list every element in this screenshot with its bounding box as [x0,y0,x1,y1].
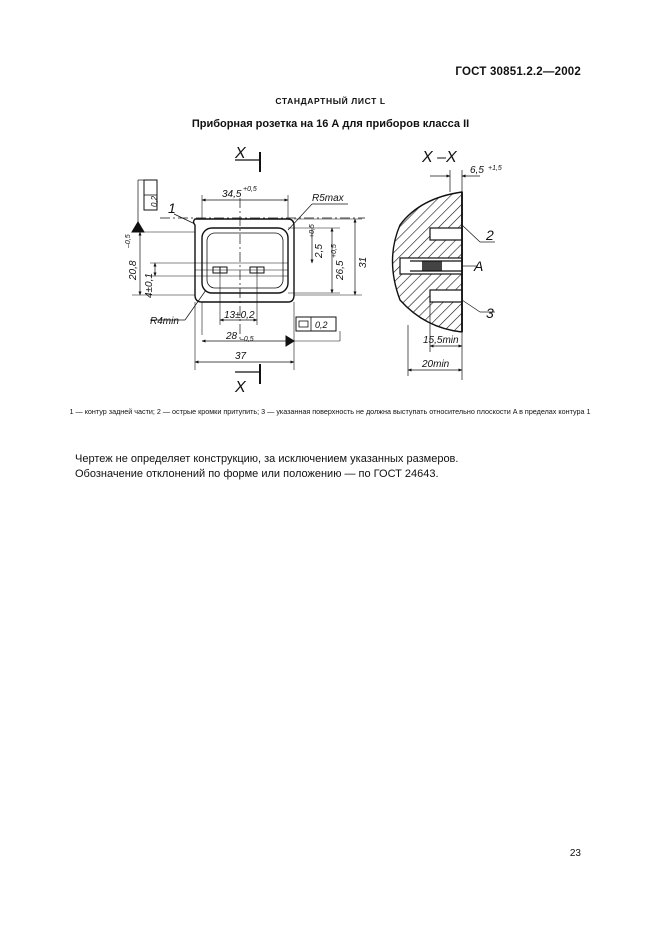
dim-26-5: 26,5 [335,260,346,280]
dim-31: 31 [358,256,369,268]
dim-r4min: R4min [150,316,179,327]
dim-20-8-tol: –0,5 [125,234,132,248]
dim-6-5: 6,5 [470,165,484,176]
section-mark-bottom: X [235,379,246,395]
dim-34-5: 34,5 [222,189,242,200]
section-mark-top: X [235,145,246,162]
callout-2: 2 [486,227,494,243]
note-line-2: Обозначение отклонений по форме или положению — по ГОСТ 24643. [75,468,439,480]
dim-28-tol: –0,5 [240,336,254,343]
dim-37: 37 [235,351,247,362]
dim-26-5-tol: +0,5 [331,244,338,258]
dim-15-5: 15,5min [423,335,459,346]
callout-3: 3 [486,305,494,321]
section-label: X –X [422,149,457,166]
dim-2-5: 2,5 [314,244,325,258]
dim-2-5-tol: +0,5 [309,224,316,238]
callout-1: 1 [168,200,176,216]
dim-6-5-tol: +1,5 [488,165,502,172]
page-number: 23 [569,848,581,859]
tol-left-value: 0,2 [150,195,159,207]
figure-caption: 1 — контур задней части; 2 — острые кромки притупить; 3 — указанная поверхность не должна выступать относительно плоскости A в пределах контура 1 [69,407,591,416]
standard-number: ГОСТ 30851.2.2—2002 [455,66,581,78]
tol-right-value: 0,2 [315,320,328,330]
note-line-1: Чертеж не определяет конструкцию, за исключением указанных размеров. [75,453,459,465]
notes [75,452,615,482]
dim-34-5-tol: +0,5 [243,186,257,193]
dim-20-8: 20,8 [128,260,139,280]
sheet-title: СТАНДАРТНЫЙ ЛИСТ L [275,96,386,106]
drawing-title: Приборная розетка на 16 А для приборов класса II [191,118,470,130]
dim-28: 28 [226,331,238,342]
technical-drawing [100,140,580,395]
dim-4: 4±0,1 [144,273,155,298]
dim-r5max: R5max [312,193,344,204]
callout-a: A [474,258,484,274]
dim-13: 13±0,2 [224,310,255,321]
dim-20min: 20min [422,359,450,370]
